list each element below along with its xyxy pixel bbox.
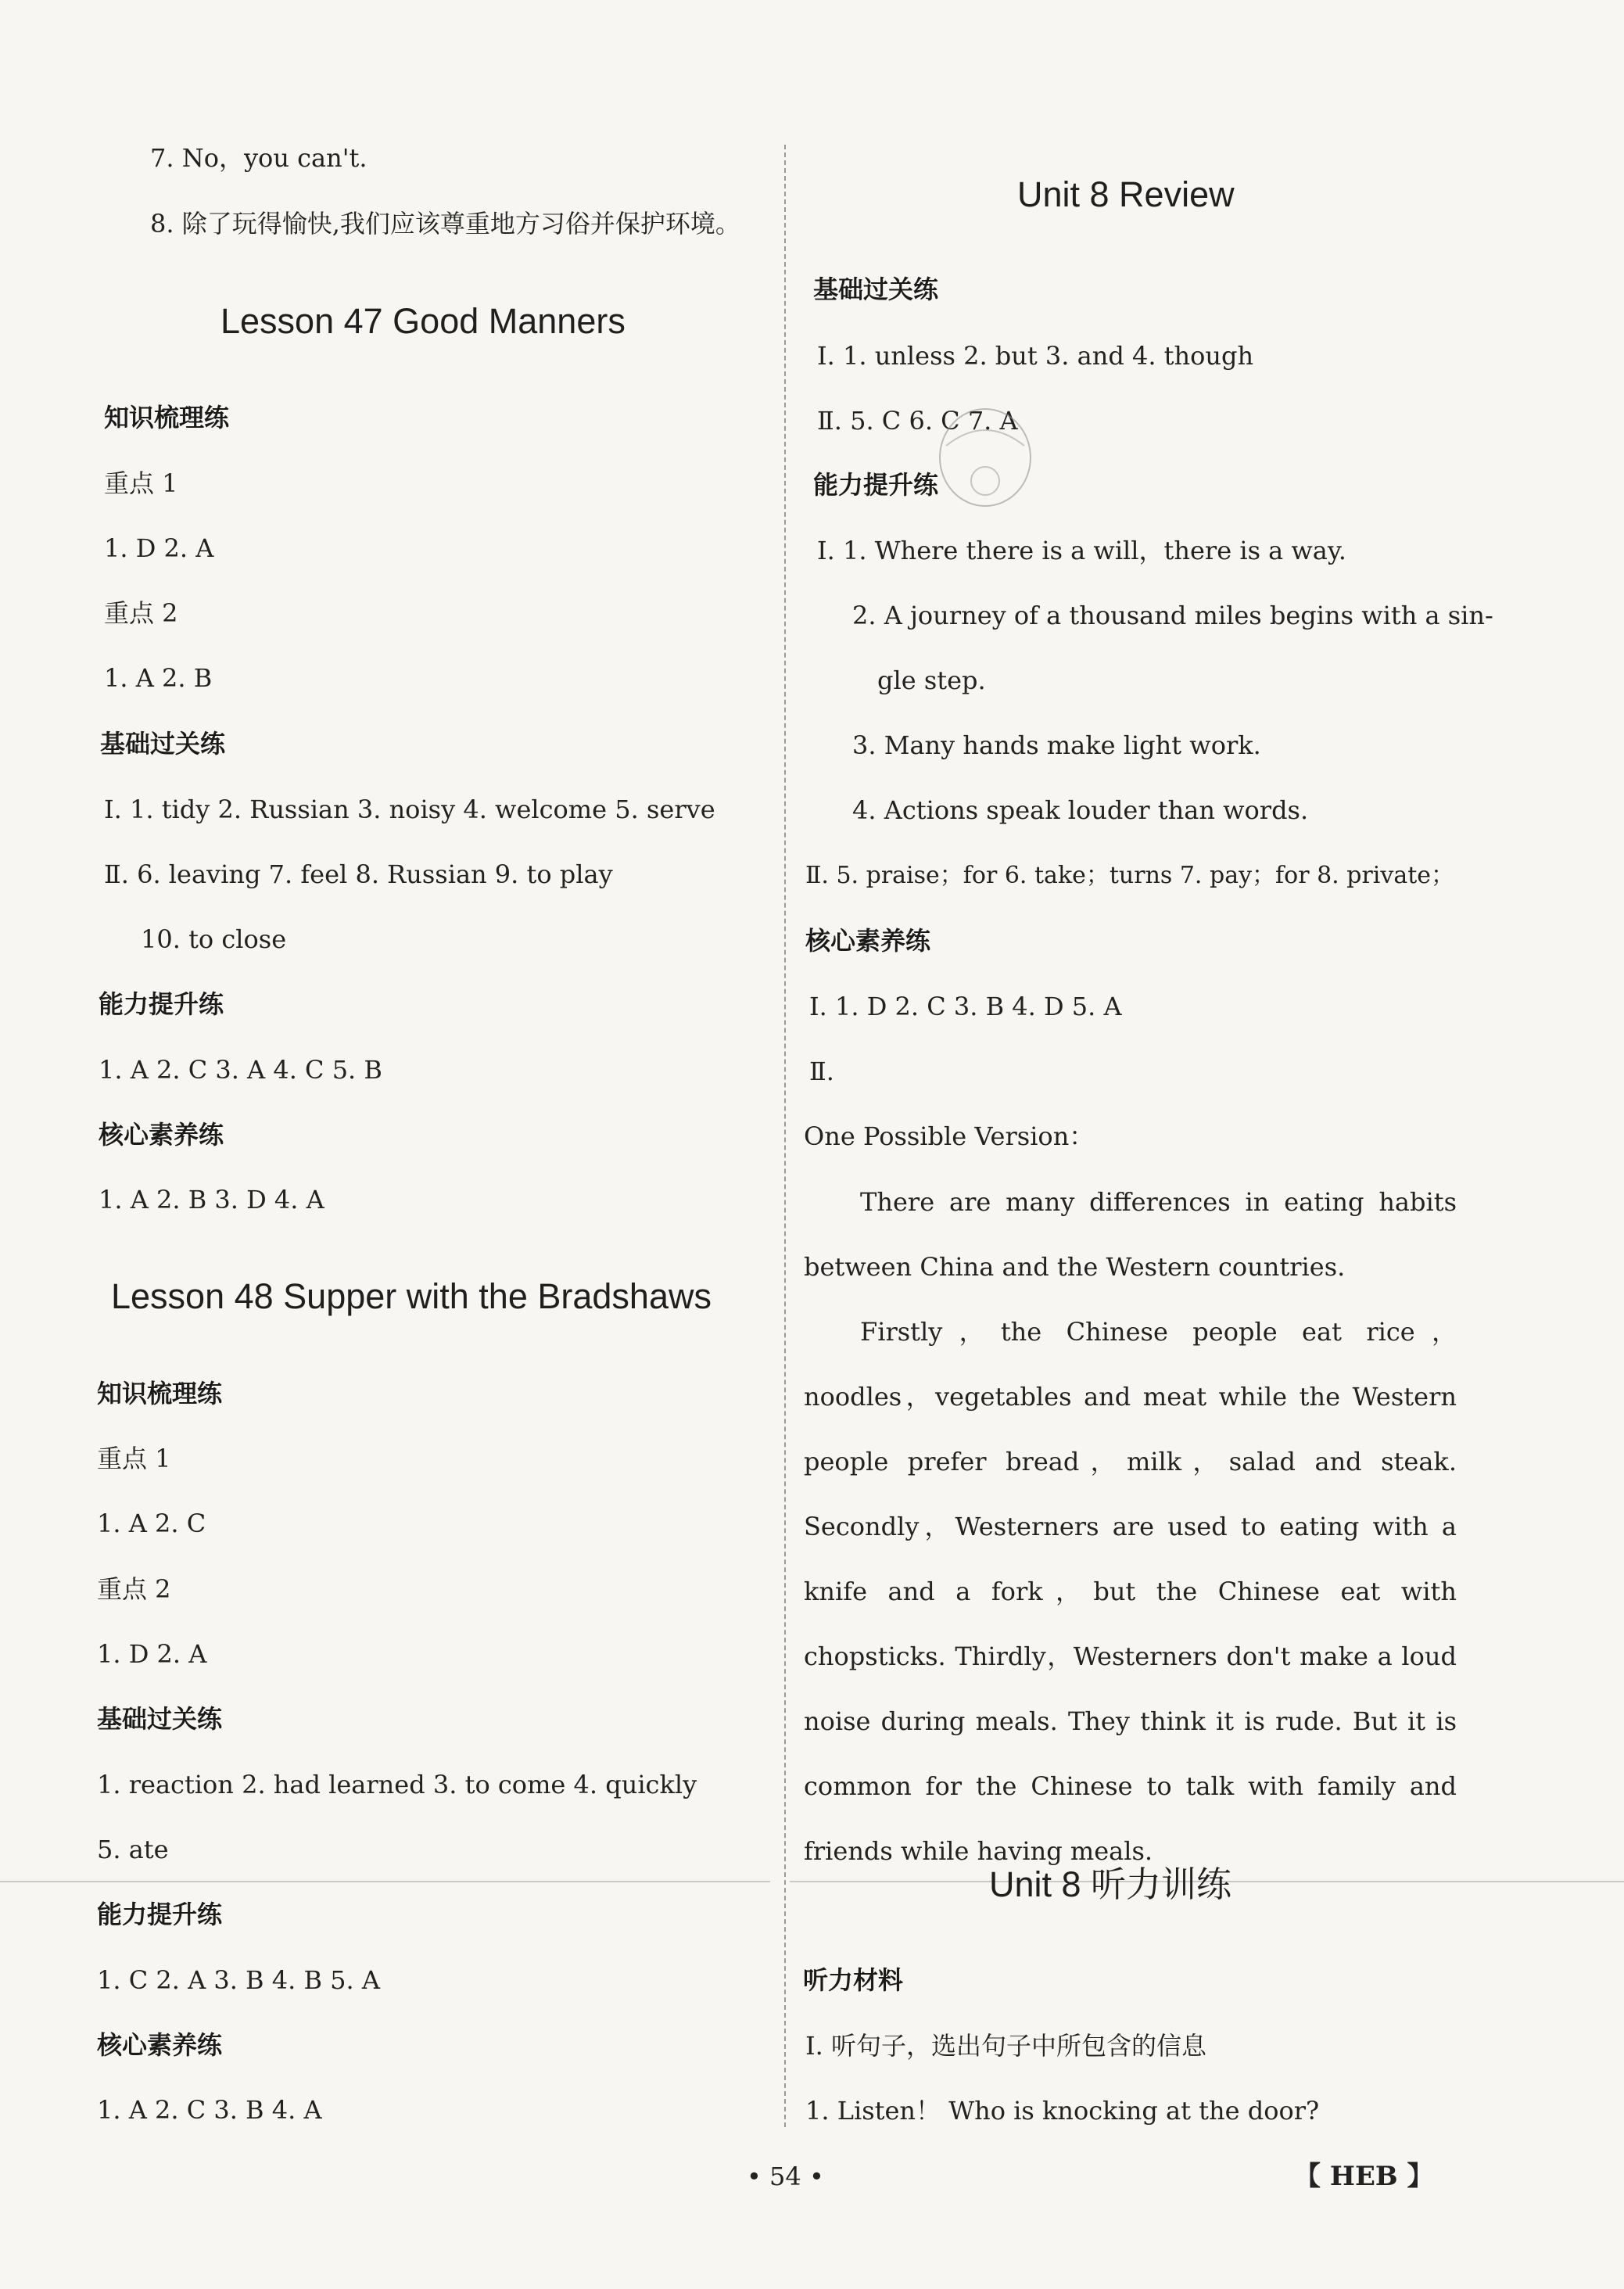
column-divider	[784, 145, 786, 2127]
answer-line: 1. A 2. B 3. D 4. A	[99, 1185, 324, 1214]
key-point-label: 重点 2	[97, 1574, 171, 1604]
unit-8-listening-title: Unit 8 听力训练	[989, 1864, 1232, 1904]
section-heading: 能力提升练	[99, 989, 224, 1019]
section-heading: 基础过关练	[100, 729, 226, 759]
answer-line: 1. reaction 2. had learned 3. to come 4. quickly	[97, 1770, 697, 1799]
answer-line: 1. D 2. A	[97, 1639, 207, 1669]
scan-line	[0, 1881, 770, 1882]
page-number: • 54 •	[747, 2162, 824, 2191]
section-heading: 能力提升练	[97, 1900, 223, 1929]
answer-line: Ⅱ. 6. leaving 7. feel 8. Russian 9. to play	[104, 859, 613, 889]
answer-line: 4. Actions speak louder than words.	[852, 795, 1309, 825]
publisher-badge: 【 HEB 】	[1294, 2161, 1434, 2192]
answer-line: 1. C 2. A 3. B 4. B 5. A	[97, 1965, 380, 1995]
answer-line: 7. No，you can't.	[150, 143, 367, 173]
answer-line: 2. A journey of a thousand miles begins with a sin-	[852, 601, 1493, 630]
key-point-label: 重点 1	[97, 1444, 171, 1473]
section-heading: 知识梳理练	[104, 403, 230, 432]
section-heading: 基础过关练	[97, 1704, 223, 1734]
answer-line: Ⅱ. 5. C 6. C 7. A	[817, 406, 1018, 436]
answer-line: Ⅱ.	[809, 1057, 834, 1086]
unit-8-review-title: Unit 8 Review	[1017, 174, 1235, 214]
answer-line: 5. ate	[97, 1835, 169, 1864]
answer-line: 1. A 2. C	[97, 1509, 206, 1538]
answer-line: 10. to close	[141, 924, 287, 954]
answer-line: 1. A 2. C 3. A 4. C 5. B	[99, 1055, 382, 1085]
answer-line: Ⅰ. 1. unless 2. but 3. and 4. though	[817, 341, 1254, 371]
answer-line: Ⅱ. 5. praise；for 6. take；turns 7. pay；for 8. private；	[805, 862, 1455, 889]
key-point-label: 重点 2	[104, 598, 178, 628]
essay-paragraph-1: There are many differences in eating habits between China and the Western countries.	[804, 1187, 1457, 1282]
answer-line: gle step.	[877, 666, 986, 695]
essay-paragraph-2: Firstly，the Chinese people eat rice，noodles，vegetables and meat while the Western people prefer bread，milk，salad and steak. Secondly，Westerners are used to eating with a knife and a fork，but the Chinese eat with chopsticks. Thirdly，Westerners don't make a loud noise during meals. They think it is rude. But it is common for the Chinese to talk with family and friends while having meals.	[804, 1317, 1457, 1866]
section-heading: 听力材料	[803, 1965, 904, 1995]
answer-line: Ⅰ. 1. D 2. C 3. B 4. D 5. A	[809, 992, 1122, 1021]
answer-line: 8. 除了玩得愉快,我们应该尊重地方习俗并保护环境。	[150, 209, 740, 239]
lesson-48-title: Lesson 48 Supper with the Bradshaws	[111, 1276, 712, 1316]
section-heading: 基础过关练	[813, 274, 939, 304]
answer-line: One Possible Version：	[804, 1121, 1095, 1151]
key-point-label: 重点 1	[104, 468, 178, 498]
section-heading: 知识梳理练	[97, 1379, 223, 1408]
answer-line: Ⅰ. 1. tidy 2. Russian 3. noisy 4. welcome 5. serve	[104, 795, 715, 824]
section-heading: 核心素养练	[805, 926, 931, 956]
lesson-47-title: Lesson 47 Good Manners	[220, 301, 626, 341]
answer-line: 1. A 2. B	[104, 663, 213, 693]
answer-line: 1. D 2. A	[104, 533, 214, 563]
section-heading: 核心素养练	[97, 2030, 223, 2060]
section-heading: 能力提升练	[813, 470, 939, 500]
answer-line: Ⅰ. 听句子，选出句子中所包含的信息	[805, 2031, 1206, 2061]
answer-line: 1. Listen！ Who is knocking at the door?	[805, 2096, 1320, 2126]
stamp-watermark-icon	[934, 399, 1036, 516]
answer-line: 3. Many hands make light work.	[852, 730, 1261, 760]
answer-line: 1. A 2. C 3. B 4. A	[97, 2095, 322, 2125]
section-heading: 核心素养练	[99, 1120, 224, 1150]
answer-line: Ⅰ. 1. Where there is a will，there is a way.	[817, 536, 1346, 565]
